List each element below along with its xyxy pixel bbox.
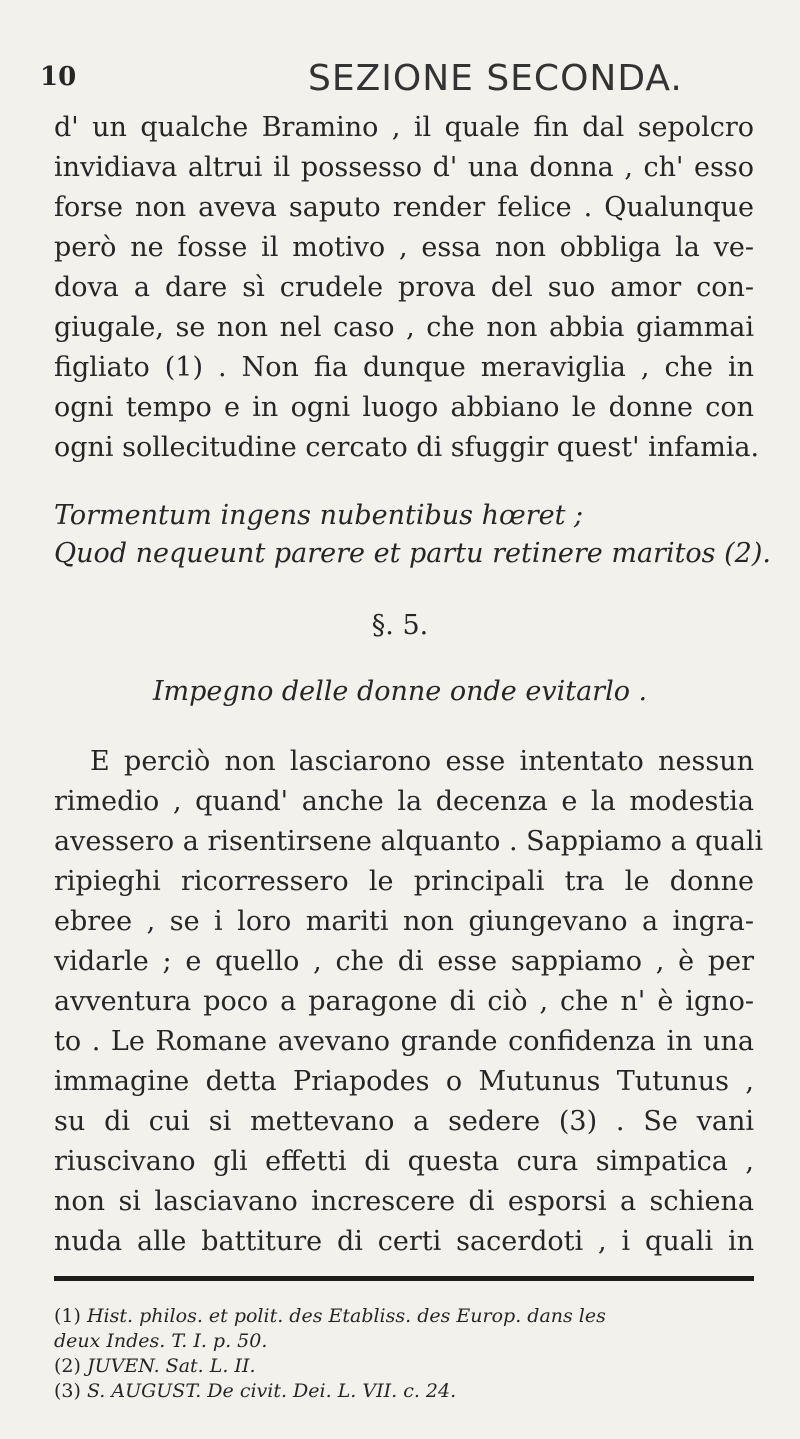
running-title: SEZIONE SECONDA. (308, 58, 683, 99)
footnote-text: De civit. Dei. L. VII. c. 24. (207, 1380, 457, 1402)
text-line: rimedio , quand' anche la decenza e la modestia (54, 786, 754, 817)
text-line: d' un qualche Bramino , il quale fin dal sepolcro (54, 112, 754, 143)
footnote-1 (54, 1304, 754, 1328)
quote-line: Tormentum ingens nubentibus hœret ; (54, 500, 584, 531)
page-number: 10 (40, 62, 77, 92)
footnote-mark: (2) (54, 1355, 81, 1377)
footnote-divider (54, 1276, 754, 1281)
text-line: ogni tempo e in ogni luogo abbiano le donne con (54, 392, 754, 423)
text-line: riuscivano gli effetti di questa cura simpatica , (54, 1146, 754, 1177)
text-line: avessero a risentirsene alquanto . Sappiamo a quali (54, 826, 764, 857)
text-line: immagine detta Priapodes o Mutunus Tutunus , (54, 1066, 754, 1097)
footnote-mark: (1) (54, 1305, 81, 1327)
text-line: ripieghi ricorressero le principali tra le donne (54, 866, 754, 897)
text-line: dova a dare sì crudele prova del suo amor con- (54, 272, 754, 303)
section-title: Impegno delle donne onde evitarlo . (152, 676, 648, 707)
text-line: vidarle ; e quello , che di esse sappiamo , è per (54, 946, 754, 977)
footnote-1-continued (54, 1329, 754, 1353)
footnote-text: JUVEN. Sat. L. II. (86, 1355, 256, 1377)
text-line: però ne fosse il motivo , essa non obbliga la ve- (54, 232, 754, 263)
text-line: nuda alle battiture di certi sacerdoti , i quali in (54, 1226, 754, 1257)
text-line: su di cui si mettevano a sedere (3) . Se vani (54, 1106, 754, 1137)
footnote-2 (54, 1354, 754, 1378)
page-header (40, 58, 760, 108)
section-number: §. 5. (371, 610, 429, 641)
text-line: to . Le Romane avevano grande confidenza in una (54, 1026, 754, 1057)
footnote-3 (54, 1379, 754, 1403)
quote-line: Quod nequeunt parere et partu retinere maritos (2). (54, 538, 771, 569)
text-line: giugale, se non nel caso , che non abbia giammai (54, 312, 754, 343)
text-line: E perciò non lasciarono esse intentato nessun (90, 746, 754, 777)
text-line: ogni sollecitudine cercato di sfuggir quest' infamia. (54, 432, 760, 463)
footnote-text: deux Indes. T. I. p. 50. (54, 1330, 268, 1352)
text-line: ebree , se i loro mariti non giungevano a ingra- (54, 906, 754, 937)
footnote-text: Hist. philos. et polit. des Etabliss. des Europ. dans les (86, 1305, 606, 1327)
footnote-mark: (3) (54, 1380, 81, 1402)
footnote-author: S. AUGUST. (86, 1380, 202, 1402)
text-line: figliato (1) . Non fia dunque meraviglia , che in (54, 352, 754, 383)
text-line: non si lasciavano increscere di esporsi a schiena (54, 1186, 754, 1217)
text-line: avventura poco a paragone di ciò , che n' è igno- (54, 986, 754, 1017)
text-line: invidiava altrui il possesso d' una donna , ch' esso (54, 152, 754, 183)
text-line: forse non aveva saputo render felice . Qualunque (54, 192, 754, 223)
